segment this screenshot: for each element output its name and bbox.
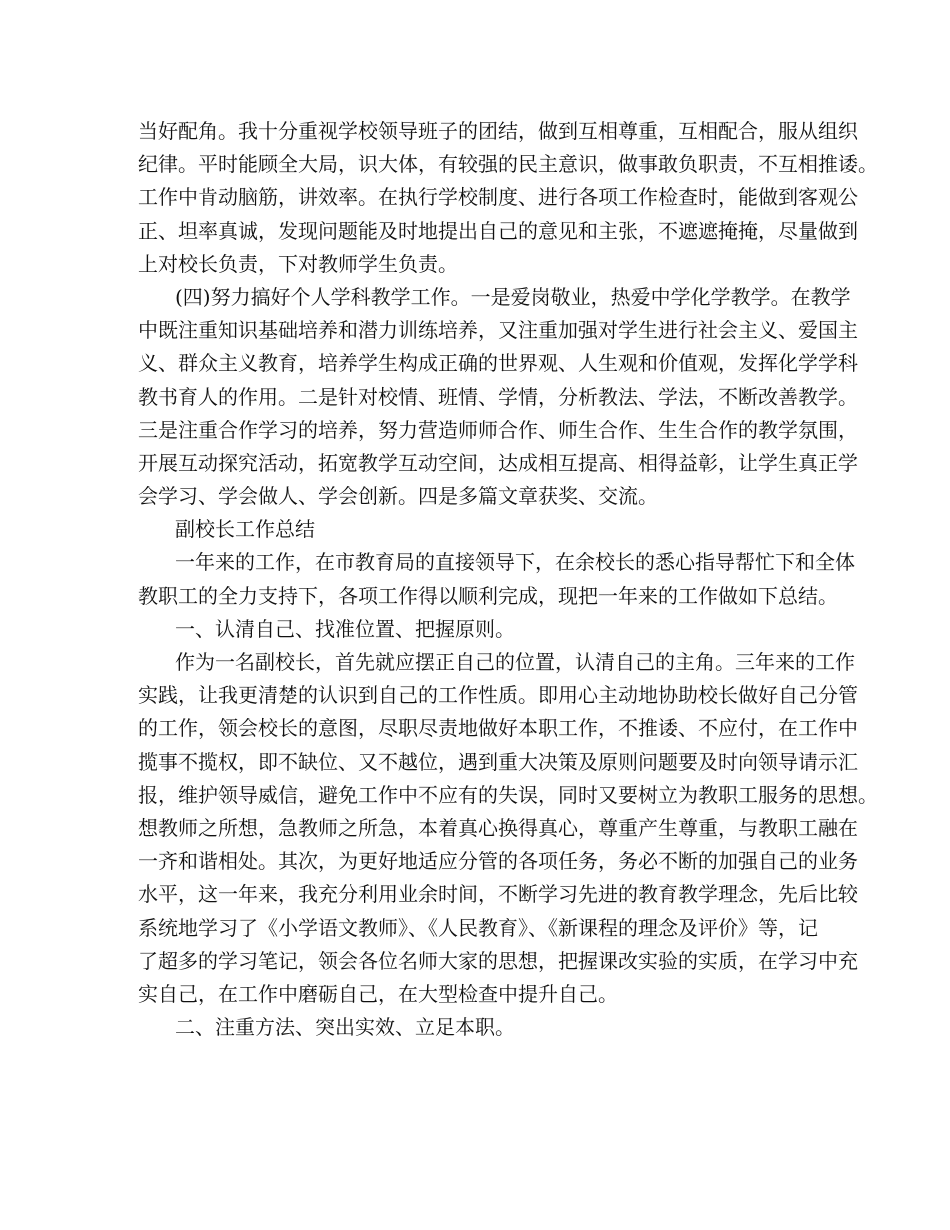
document-body xyxy=(138,115,878,1044)
paragraph-first-line: 作为一名副校长，首先就应摆正自己的位置，认清自己的主角。三年来的工作 xyxy=(175,650,855,674)
paragraph-first-line: (四)努力搞好个人学科教学工作。一是爱岗敬业，热爱中学化学教学。在教学 xyxy=(175,284,851,309)
paragraph-first-line: 一年来的工作，在市教育局的直接领导下，在余校长的悉心指导帮忙下和全体 xyxy=(175,550,855,575)
text-line: 的工作，领会校长的意图，尽职尽责地做好本职工作，不推诿、不应付，在工作中 xyxy=(138,716,858,741)
section-title: 副校长工作总结 xyxy=(175,517,315,542)
text-line: 实自己，在工作中磨砺自己，在大型检查中提升自己。 xyxy=(138,981,618,1006)
text-line: 教职工的全力支持下，各项工作得以顺利完成，现把一年来的工作做如下总结。 xyxy=(138,583,838,608)
text-line: 想教师之所想，急教师之所急，本着真心换得真心，尊重产生尊重，与教职工融在 xyxy=(138,815,858,840)
section-heading: 二、注重方法、突出实效、立足本职。 xyxy=(175,1015,515,1040)
text-line: 当好配角。我十分重视学校领导班子的团结，做到互相尊重，互相配合，服从组织 xyxy=(138,119,858,143)
text-line: 正、坦率真诚，发现问题能及时地提出自己的意见和主张，不遮遮掩掩，尽量做到 xyxy=(138,218,858,243)
text-line: 工作中肯动脑筋，讲效率。在执行学校制度、进行各项工作检查时，能做到客观公 xyxy=(138,185,858,210)
text-line: 了超多的学习笔记，领会各位名师大家的思想，把握课改实验的实质，在学习中充 xyxy=(138,948,858,973)
text-line: 教书育人的作用。二是针对校情、班情、学情，分析教法、学法，不断改善教学。 xyxy=(138,384,858,409)
text-line: 水平，这一年来，我充分利用业余时间，不断学习先进的教育教学理念，先后比较 xyxy=(138,882,858,907)
text-line: 开展互动探究活动，拓宽教学互动空间，达成相互提高、相得益彰，让学生真正学 xyxy=(138,450,858,475)
text-line: 报，维护领导威信，避免工作中不应有的失误，同时又要树立为教职工服务的思想。 xyxy=(138,782,878,807)
section-heading: 一、认清自己、找准位置、把握原则。 xyxy=(175,616,515,641)
text-line: 三是注重合作学习的培养，努力营造师师合作、师生合作、生生合作的教学氛围， xyxy=(138,417,858,442)
text-line: 实践，让我更清楚的认识到自己的工作性质。即用心主动地协助校长做好自己分管 xyxy=(138,683,858,708)
text-line: 中既注重知识基础培养和潜力训练培养，又注重加强对学生进行社会主义、爱国主 xyxy=(138,318,858,343)
text-line: 上对校长负责，下对教师学生负责。 xyxy=(138,251,458,276)
text-line: 揽事不揽权，即不缺位、又不越位，遇到重大决策及原则问题要及时向领导请示汇 xyxy=(138,749,858,774)
text-line: 系统地学习了《小学语文教师》、《人民教育》、《新课程的理念及评价》等，记 xyxy=(138,915,818,940)
text-line: 一齐和谐相处。其次，为更好地适应分管的各项任务，务必不断的加强自己的业务 xyxy=(138,849,858,874)
text-line: 纪律。平时能顾全大局，识大体，有较强的民主意识，做事敢负职责，不互相推诿。 xyxy=(138,152,878,177)
text-line: 义、群众主义教育，培养学生构成正确的世界观、人生观和价值观，发挥化学学科 xyxy=(138,351,858,376)
text-line: 会学习、学会做人、学会创新。四是多篇文章获奖、交流。 xyxy=(138,484,658,509)
